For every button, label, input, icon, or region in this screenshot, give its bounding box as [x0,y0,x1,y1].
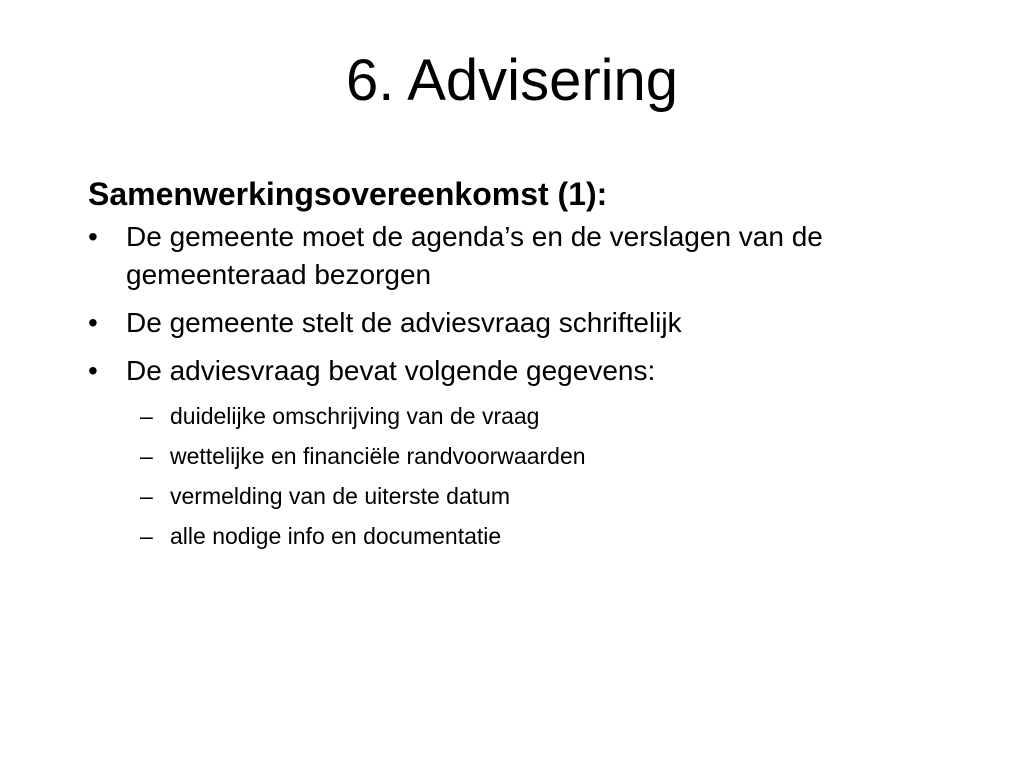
sub-bullet-text: alle nodige info en documentatie [170,523,502,549]
dash-marker: – [140,523,153,549]
bullet-marker: • [88,355,98,386]
slide-title: 6. Advisering [345,48,679,113]
sub-bullet-item [88,520,948,552]
sub-bullet-item [88,400,948,432]
dash-marker: – [140,443,153,469]
sub-bullet-text: duidelijke omschrijving van de vraag [170,403,540,429]
bullet-marker: • [88,307,98,338]
sub-bullet-text: vermelding van de uiterste datum [170,483,511,509]
dash-marker: – [140,403,153,429]
sub-bullet-list [88,400,948,552]
section-heading: Samenwerkingsovereenkomst (1): [88,176,608,212]
bullet-marker: • [88,221,98,252]
sub-bullet-item [88,480,948,512]
bullet-text: De adviesvraag bevat volgende gegevens: [126,355,656,386]
bullet-item [88,304,948,342]
sub-bullet-item [88,440,948,472]
bullet-item [88,218,948,294]
sub-bullet-text: wettelijke en financiële randvoorwaarden [170,443,586,469]
bullet-item [88,352,948,390]
bullet-text: De gemeente stelt de adviesvraag schriftelijk [126,307,682,338]
dash-marker: – [140,483,153,509]
bullet-text: De gemeente moet de agenda’s en de verslagen van de gemeenteraad bezorgen [126,221,823,290]
bullet-list [88,218,948,390]
slide-content [88,172,948,560]
